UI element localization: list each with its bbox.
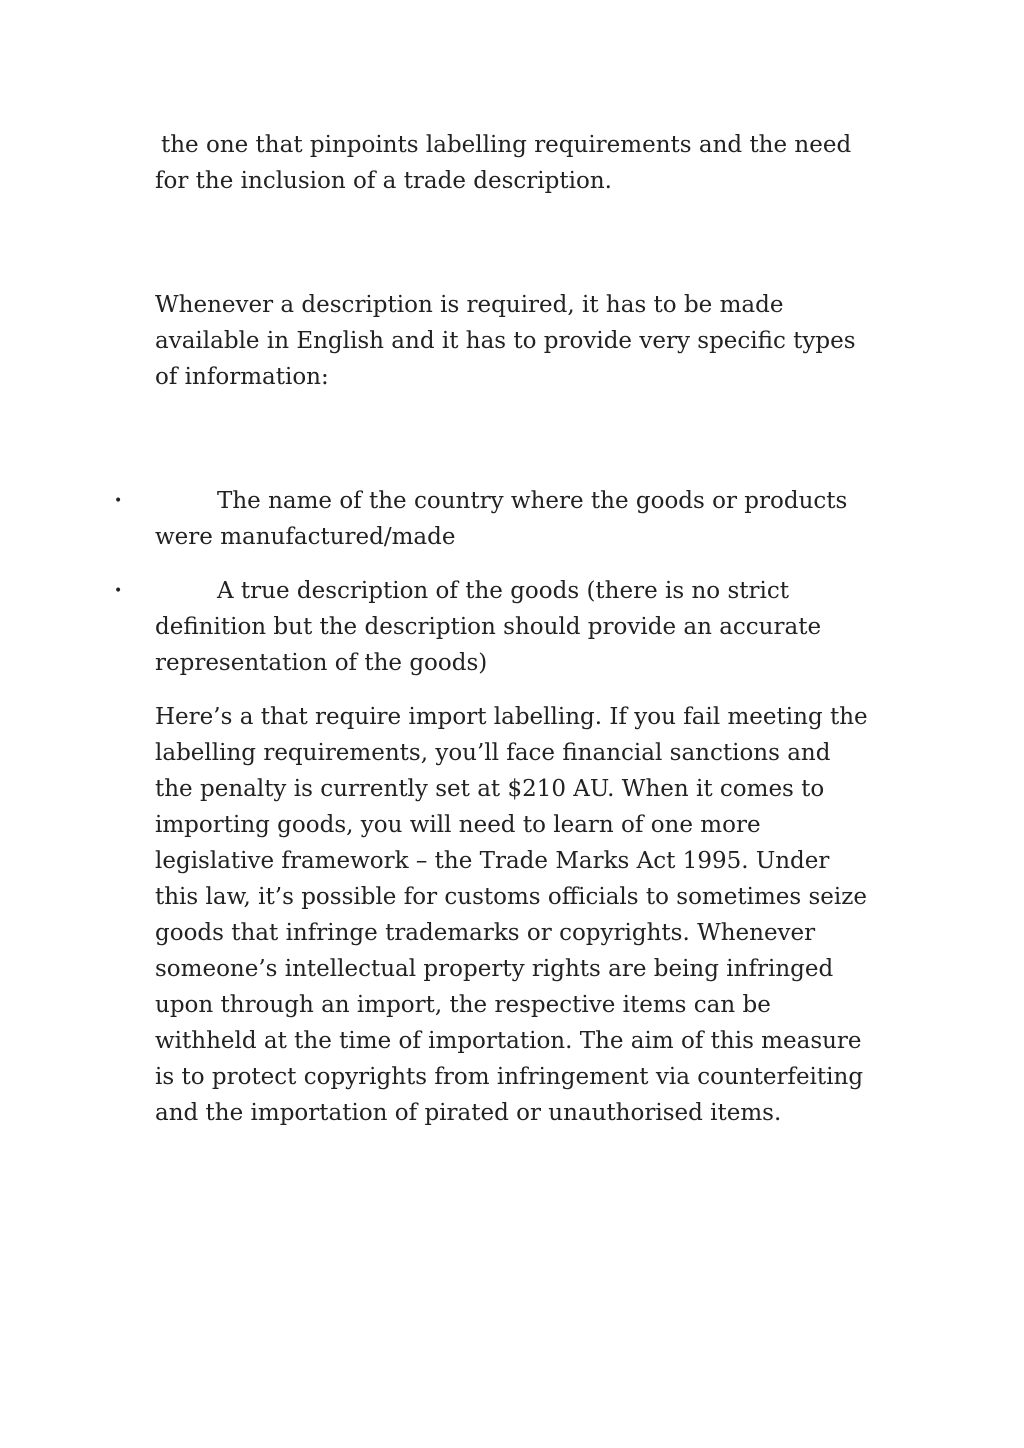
paragraph-trade-marks-act: Here’s a that require import labelling. If you fail meeting the labelling requirements, you’ll face financial sanctions and the penalty is currently set at $210 AU. When it comes to importing goods, you will need to learn of one more legislative framework – the Trade Marks Act 1995. Under this law, it’s possible for customs officials to sometimes seize goods that infringe trademarks or copyrights. Whenever someone’s intellectual property rights are being infringed upon through an import, the respective items can be withheld at the time of importation. The aim of this measure is to protect copyrights from infringement via counterfeiting and the importation of pirated or unauthorised items. <box>155 704 868 1126</box>
paragraph-description-requirements: Whenever a description is required, it has to be made available in English and it has to provide very specific types of information: <box>155 292 856 390</box>
document-body <box>114 127 875 1131</box>
list-item <box>114 573 875 681</box>
list-item-text: The name of the country where the goods or products were manufactured/made <box>155 488 848 550</box>
requirements-list <box>114 483 875 681</box>
list-item-text: A true description of the goods (there is no strict definition but the description should provide an accurate representation of the goods) <box>155 578 822 676</box>
paragraph-labelling-requirements: the one that pinpoints labelling requirements and the need for the inclusion of a trade description. <box>155 132 852 194</box>
bullet-icon: • <box>114 583 123 599</box>
bullet-icon: • <box>114 493 123 509</box>
list-item <box>114 483 875 555</box>
